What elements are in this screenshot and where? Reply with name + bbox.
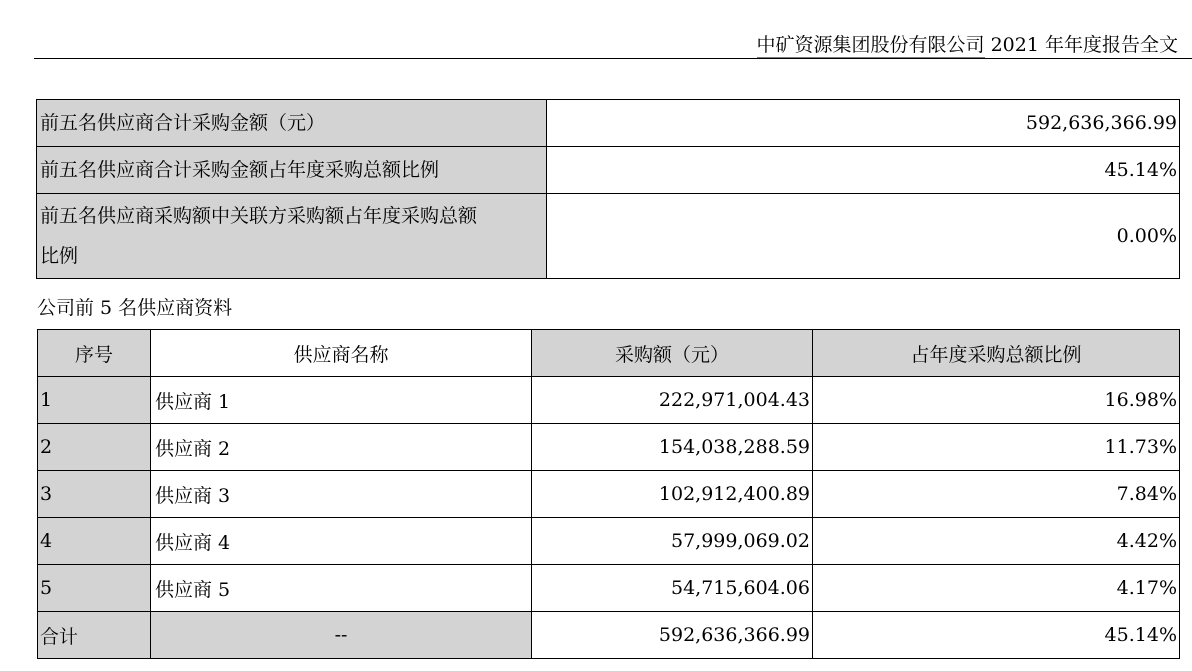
- section-caption: 公司前 5 名供应商资料: [37, 297, 233, 319]
- cell-name: 供应商 5: [151, 565, 532, 612]
- cell-amount: 222,971,004.43: [532, 377, 813, 424]
- summary-value: 592,636,366.99: [547, 100, 1180, 147]
- header-ratio: 占年度采购总额比例: [813, 330, 1180, 377]
- summary-table: [36, 99, 1180, 279]
- cell-amount: 57,999,069.02: [532, 518, 813, 565]
- cell-seq: 5: [38, 565, 151, 612]
- summary-label: 前五名供应商合计采购金额占年度采购总额比例: [37, 147, 547, 194]
- cell-name: 供应商 3: [151, 471, 532, 518]
- header-divider: [34, 58, 1192, 59]
- cell-name: 供应商 1: [151, 377, 532, 424]
- cell-ratio: 4.42%: [813, 518, 1180, 565]
- summary-label: 前五名供应商合计采购金额（元）: [37, 100, 547, 147]
- company-name: 中矿资源集团股份有限公司: [757, 34, 985, 59]
- cell-total-label: 合计: [38, 612, 151, 659]
- summary-row: [37, 194, 1180, 279]
- report-header: [757, 30, 1178, 57]
- cell-amount: 154,038,288.59: [532, 424, 813, 471]
- cell-seq: 2: [38, 424, 151, 471]
- cell-seq: 4: [38, 518, 151, 565]
- summary-row: [37, 147, 1180, 194]
- table-row: [38, 424, 1180, 471]
- table-row: [38, 565, 1180, 612]
- cell-amount: 102,912,400.89: [532, 471, 813, 518]
- report-title: 2021 年年度报告全文: [990, 34, 1178, 56]
- header-seq: 序号: [38, 330, 151, 377]
- cell-seq: 3: [38, 471, 151, 518]
- cell-total-ratio: 45.14%: [813, 612, 1180, 659]
- summary-label-line2: 比例: [40, 245, 79, 267]
- cell-amount: 54,715,604.06: [532, 565, 813, 612]
- summary-value: 45.14%: [547, 147, 1180, 194]
- cell-name: 供应商 4: [151, 518, 532, 565]
- header-amount: 采购额（元）: [532, 330, 813, 377]
- table-header-row: [38, 330, 1180, 377]
- summary-row: [37, 100, 1180, 147]
- supplier-table: [37, 329, 1180, 659]
- cell-ratio: 16.98%: [813, 377, 1180, 424]
- cell-ratio: 7.84%: [813, 471, 1180, 518]
- cell-total-amount: 592,636,366.99: [532, 612, 813, 659]
- cell-ratio: 4.17%: [813, 565, 1180, 612]
- table-total-row: [38, 612, 1180, 659]
- cell-seq: 1: [38, 377, 151, 424]
- table-row: [38, 518, 1180, 565]
- summary-value: 0.00%: [547, 194, 1180, 279]
- summary-label: [37, 194, 547, 279]
- summary-label-line1: 前五名供应商采购额中关联方采购额占年度采购总额: [40, 205, 478, 227]
- cell-name: 供应商 2: [151, 424, 532, 471]
- table-row: [38, 471, 1180, 518]
- cell-ratio: 11.73%: [813, 424, 1180, 471]
- cell-total-name: --: [151, 612, 532, 659]
- table-row: [38, 377, 1180, 424]
- header-name: 供应商名称: [151, 330, 532, 377]
